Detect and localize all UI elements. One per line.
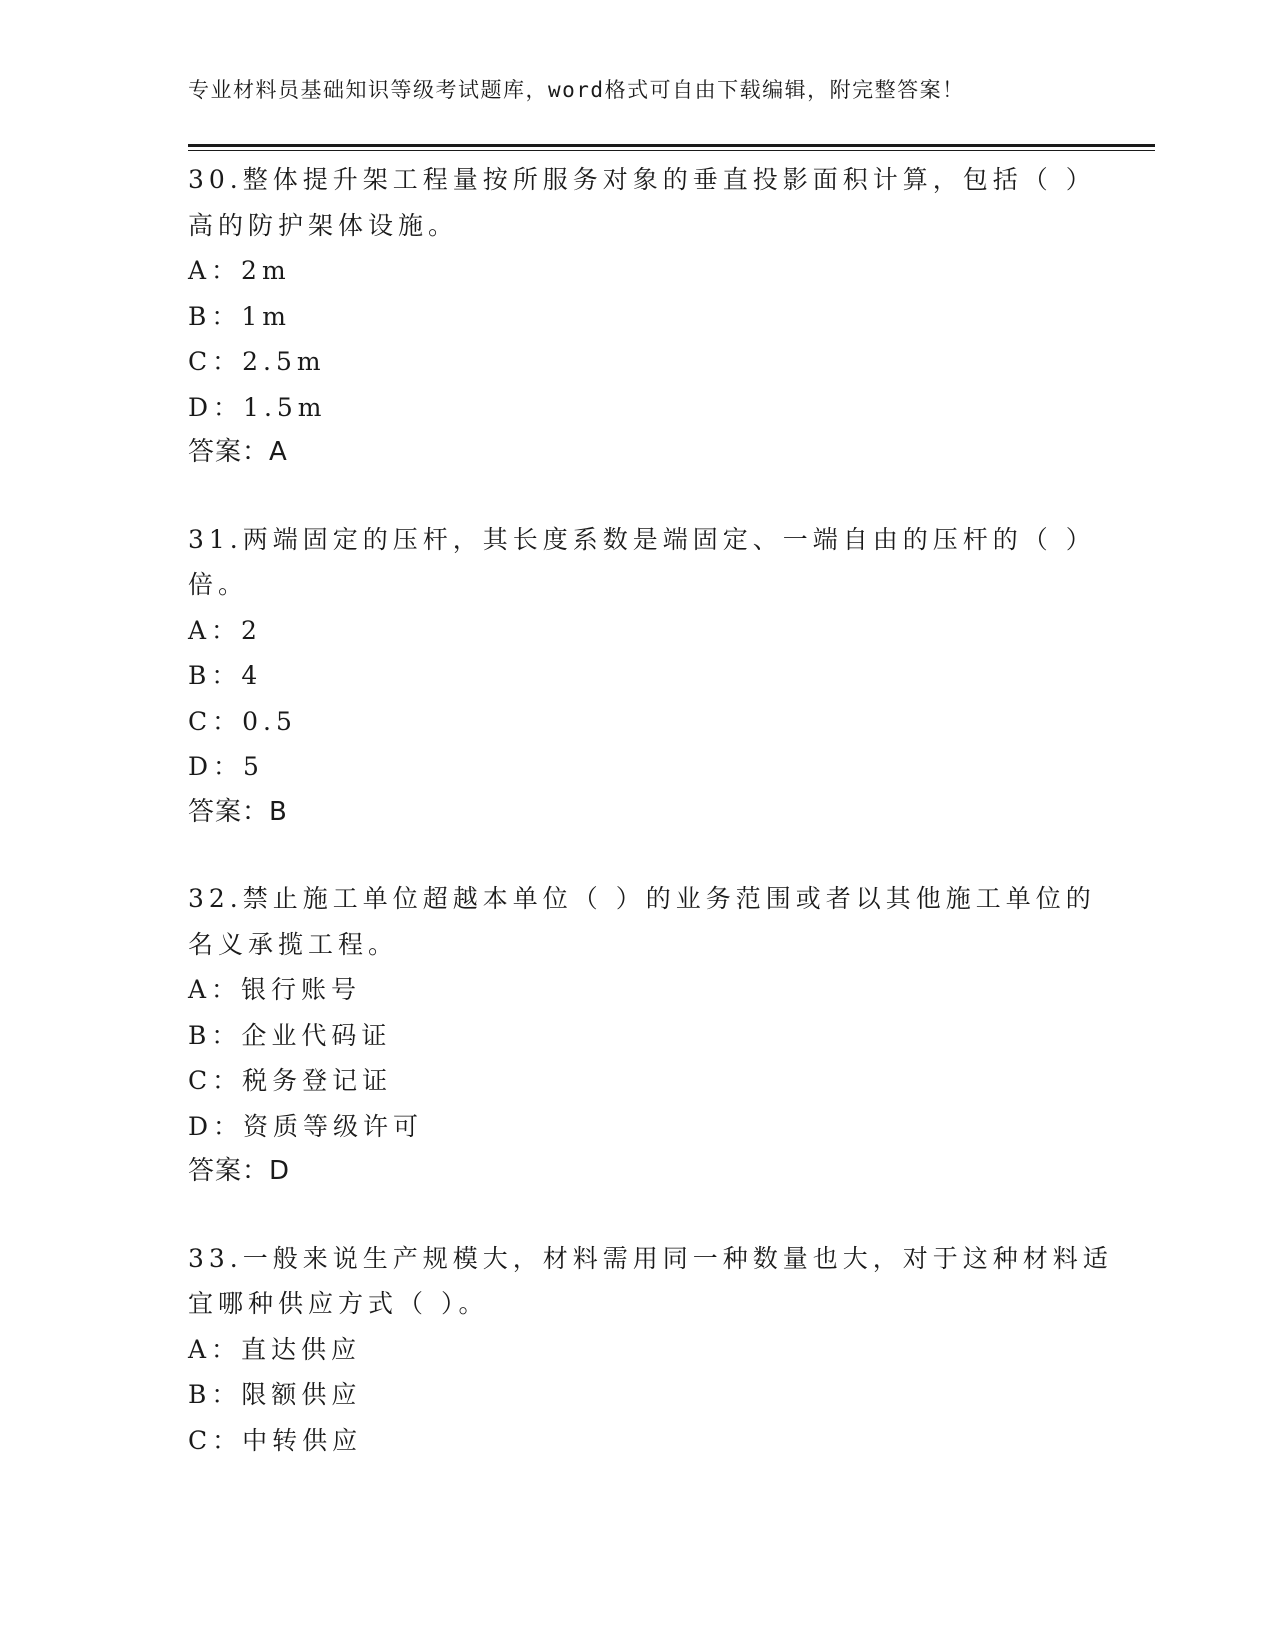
question-stem: 30.整体提升架工程量按所服务对象的垂直投影面积计算，包括（ ） (188, 165, 1096, 194)
header-rule-thin (188, 150, 1155, 151)
question-30 (188, 157, 1096, 476)
question-stem: 33.一般来说生产规模大，材料需用同一种数量也大，对于这种材料适 (188, 1243, 1113, 1273)
option-d: D：5 (188, 752, 264, 781)
option-b: B：1m (188, 301, 291, 331)
question-list (188, 157, 1113, 1504)
option-b: B：4 (188, 661, 263, 690)
option-c: C：中转供应 (188, 1425, 363, 1455)
question-stem: 31.两端固定的压杆，其长度系数是端固定、一端自由的压杆的（ ） (188, 524, 1096, 554)
option-c: C：0.5 (188, 706, 297, 736)
question-stem-continued: 高的防护架体设施。 (188, 210, 459, 240)
option-b: B：企业代码证 (188, 1020, 392, 1050)
question-33 (188, 1236, 1113, 1464)
answer-line: 答案：D (188, 1156, 291, 1186)
option-a: A：2 (188, 615, 262, 645)
option-a: A：银行账号 (188, 975, 362, 1004)
answer-line: 答案：B (188, 796, 288, 827)
option-b: B：限额供应 (188, 1380, 362, 1409)
question-stem: 32.禁止施工单位超越本单位（ ）的业务范围或者以其他施工单位的 (188, 884, 1096, 913)
header-rule-thick (188, 144, 1155, 147)
question-stem-continued: 名义承揽工程。 (188, 929, 399, 959)
option-a: A：2m (188, 256, 291, 285)
question-32 (188, 876, 1096, 1195)
option-c: C：2.5m (188, 347, 326, 376)
question-stem-continued: 倍。 (188, 570, 249, 599)
question-stem-continued: 宜哪种供应方式（ ）。 (188, 1289, 489, 1318)
answer-line: 答案：A (188, 437, 288, 467)
question-31 (188, 517, 1096, 836)
option-d: D：资质等级许可 (188, 1111, 424, 1141)
page-header: 专业材料员基础知识等级考试题库，word格式可自由下载编辑，附完整答案！ (188, 78, 965, 102)
option-a: A：直达供应 (188, 1334, 362, 1364)
option-d: D：1.5m (188, 392, 327, 422)
option-c: C：税务登记证 (188, 1066, 393, 1095)
